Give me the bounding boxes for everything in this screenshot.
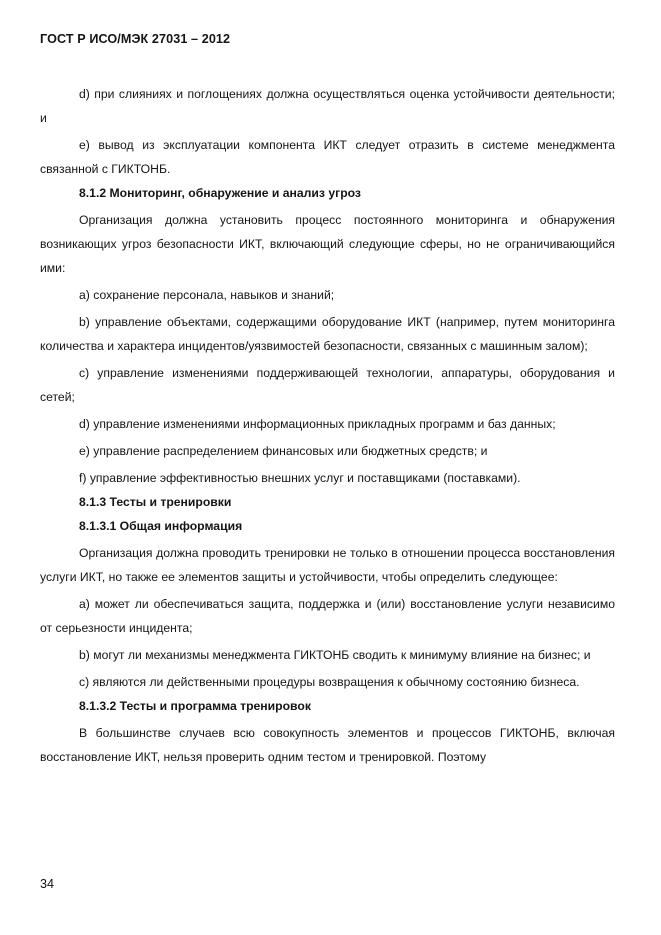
paragraph: Организация должна установить процесс постоянного мониторинга и обнаружения возникающих угроз безопасности ИКТ, включающий следующие сферы, но не ограничивающийся ими:: [40, 213, 615, 275]
section-heading: 8.1.3 Тесты и тренировки: [79, 495, 232, 509]
list-item: b) управление объектами, содержащими оборудование ИКТ (например, путем мониторинга количества и характера инцидентов/уязвимостей безопасности, связанных с машинным залом);: [40, 315, 615, 353]
list-item: c) являются ли действенными процедуры возвращения к обычному состоянию бизнеса.: [79, 675, 580, 689]
list-item: d) управление изменениями информационных прикладных программ и баз данных;: [79, 417, 556, 431]
list-item: b) могут ли механизмы менеджмента ГИКТОНБ сводить к минимуму влияние на бизнес; и: [79, 648, 591, 662]
section-heading: 8.1.2 Мониторинг, обнаружение и анализ угроз: [79, 186, 361, 200]
list-item: e) управление распределением финансовых или бюджетных средств; и: [79, 444, 488, 458]
list-item: e) вывод из эксплуатации компонента ИКТ следует отразить в системе менеджмента связанной с ГИКТОНБ.: [40, 138, 615, 176]
list-item: a) сохранение персонала, навыков и знаний;: [79, 288, 335, 302]
subsection-heading: 8.1.3.1 Общая информация: [79, 519, 243, 533]
document-header: ГОСТ Р ИСО/МЭК 27031 – 2012: [40, 32, 231, 46]
list-item: f) управление эффективностью внешних услуг и поставщиками (поставками).: [79, 471, 521, 485]
document-body: [40, 82, 615, 769]
paragraph: В большинстве случаев всю совокупность элементов и процессов ГИКТОНБ, включая восстановление ИКТ, нельзя проверить одним тестом и тренировкой. Поэтому: [40, 726, 615, 764]
paragraph: Организация должна проводить тренировки не только в отношении процесса восстановления услуги ИКТ, но также ее элементов защиты и устойчивости, чтобы определить следующее:: [40, 546, 615, 584]
list-item: d) при слияниях и поглощениях должна осуществляться оценка устойчивости деятельности; и: [40, 87, 615, 125]
subsection-heading: 8.1.3.2 Тесты и программа тренировок: [79, 699, 311, 713]
page-number: 34: [40, 877, 55, 891]
list-item: a) может ли обеспечиваться защита, поддержка и (или) восстановление услуги независимо от серьезности инцидента;: [40, 597, 615, 635]
list-item: c) управление изменениями поддерживающей технологии, аппаратуры, оборудования и сетей;: [40, 366, 615, 404]
